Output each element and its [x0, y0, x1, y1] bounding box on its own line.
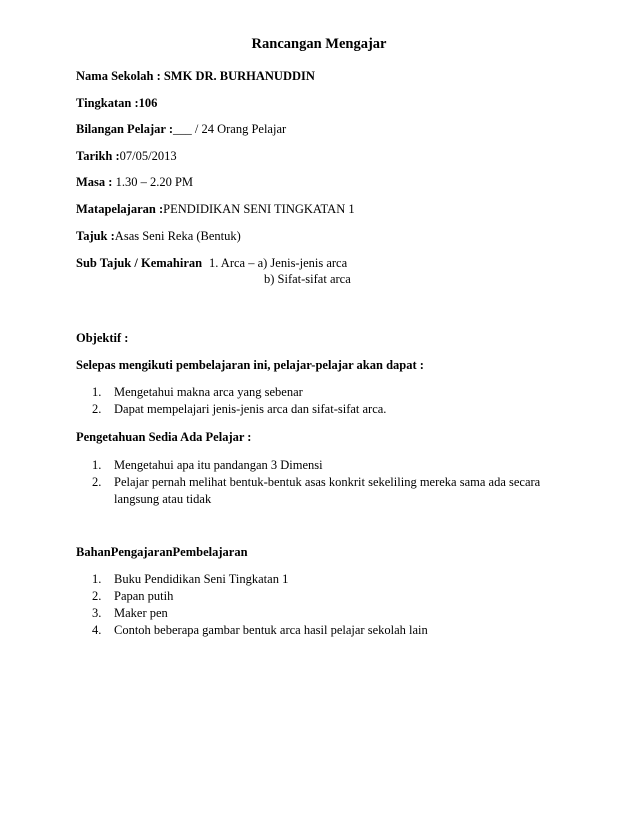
subtopic-value-line2: b) Sifat-sifat arca — [264, 272, 351, 286]
subtopic-value-line1: 1. Arca – a) Jenis-jenis arca — [209, 256, 348, 270]
list-item: 4. Contoh beberapa gambar bentuk arca hasil pelajar sekolah lain — [92, 623, 428, 637]
objective-list — [92, 384, 386, 418]
subtopic-label: Sub Tajuk / Kemahiran — [76, 256, 203, 270]
list-item: 1. Mengetahui apa itu pandangan 3 Dimensi — [92, 458, 323, 472]
time-field — [76, 175, 193, 190]
time-label: Masa : — [76, 175, 116, 189]
materials-list — [92, 571, 428, 639]
objective-heading: Objektif : — [76, 331, 129, 345]
prior-knowledge-heading: Pengetahuan Sedia Ada Pelajar : — [76, 430, 252, 444]
students-field — [76, 122, 286, 137]
page-title: Rancangan Mengajar — [251, 36, 387, 52]
list-item: 3. Maker pen — [92, 606, 168, 620]
list-item: 1. Mengetahui makna arca yang sebenar — [92, 385, 303, 399]
list-item: 2. Papan putih — [92, 589, 174, 603]
materials-heading: BahanPengajaranPembelajaran — [76, 545, 248, 559]
list-item: 2. Dapat mempelajari jenis-jenis arca dan sifat-sifat arca. — [92, 402, 387, 416]
subject-label: Matapelajaran : — [76, 202, 164, 216]
date-label: Tarikh : — [76, 149, 120, 163]
time-value: 1.30 – 2.20 PM — [115, 175, 194, 189]
date-field — [76, 149, 177, 164]
topic-value: Asas Seni Reka (Bentuk) — [114, 229, 241, 243]
subject-value: PENDIDIKAN SENI TINGKATAN 1 — [163, 202, 355, 216]
subject-field — [76, 202, 355, 217]
school-value: SMK DR. BURHANUDDIN — [163, 69, 315, 83]
topic-label: Tajuk : — [76, 229, 115, 243]
list-item: 1. Buku Pendidikan Seni Tingkatan 1 — [92, 572, 289, 586]
form-field — [76, 96, 157, 111]
form-value: 106 — [138, 96, 158, 110]
subtopic-field — [76, 256, 202, 271]
date-value: 07/05/2013 — [119, 149, 177, 163]
list-item: 2. Pelajar pernah melihat bentuk-bentuk asas konkrit sekeliling mereka sama ada secara langsung atau tidak — [92, 475, 541, 506]
prior-knowledge-list — [92, 457, 554, 508]
students-value: ___ / 24 Orang Pelajar — [173, 122, 287, 136]
topic-field — [76, 229, 241, 244]
school-field — [76, 69, 315, 84]
school-label: Nama Sekolah : — [76, 69, 164, 83]
students-label: Bilangan Pelajar : — [76, 122, 173, 136]
objective-intro: Selepas mengikuti pembelajaran ini, pelajar-pelajar akan dapat : — [76, 358, 424, 372]
form-label: Tingkatan : — [76, 96, 139, 110]
